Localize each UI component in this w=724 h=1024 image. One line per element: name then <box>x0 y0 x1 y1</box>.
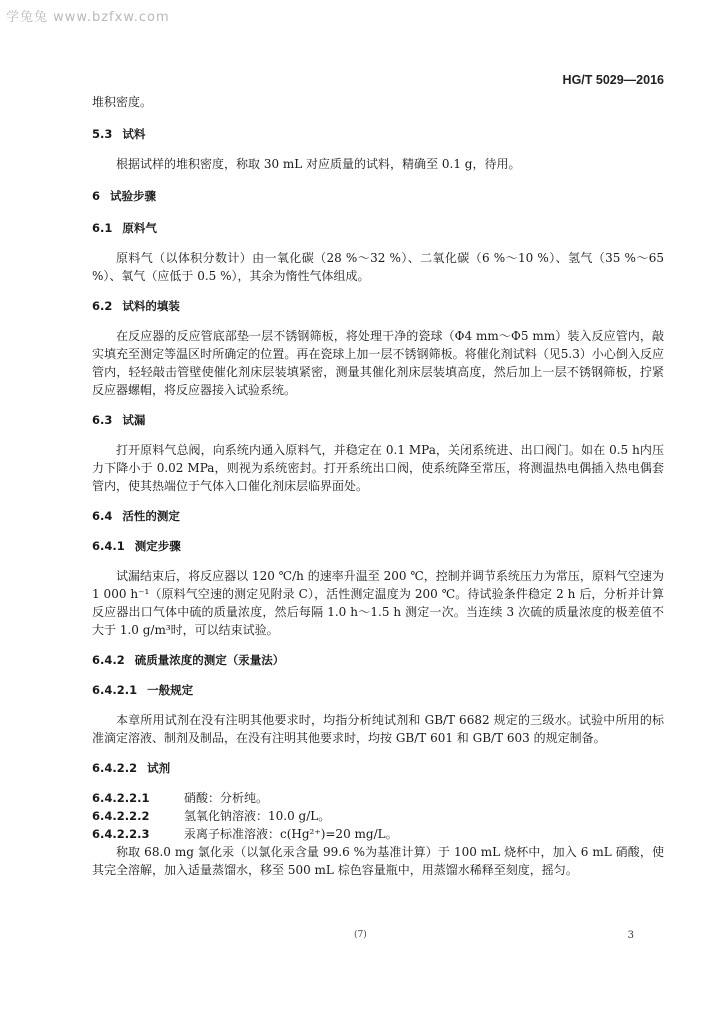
paragraph: 堆积密度。 <box>92 95 153 109</box>
reagent-item <box>92 789 664 807</box>
paragraph: 打开原料气总阀，向系统内通入原料气，并稳定在 0.1 MPa，关闭系统进、出口阀门。如在 0.5 h内压力下降小于 0.02 MPa，则视为系统密封。打开系统出口阀，使系统降至常压，将测温热电偶插入热电偶套管内，使其热端位于气体入口催化剂床层临界面处。 <box>92 443 664 493</box>
reagent-text: 硝酸：分析纯。 <box>184 791 269 805</box>
reagent-item <box>92 807 664 825</box>
section-heading-6-4-2-2: 6.4.2.2 试剂 <box>92 761 171 775</box>
reagent-number: 6.4.2.2.1 <box>92 791 150 805</box>
section-heading-6: 6 试验步骤 <box>92 189 157 203</box>
section-heading-6-4-2: 6.4.2 硫质量浓度的测定（汞量法） <box>92 653 285 667</box>
section-heading-6-1: 6.1 原料气 <box>92 221 157 235</box>
reagent-number: 6.4.2.2.2 <box>92 809 150 823</box>
paragraph: 试漏结束后，将反应器以 120 ℃/h 的速率升温至 200 ℃，控制并调节系统压力为常压，原料气空速为 1 000 h⁻¹（原料气空速的测定见附录 C），活性测定温度为 200 ℃。待试验条件稳定 2 h 后，分析并计算反应器出口气体中硫的质量浓度，然后每隔 1.0 h～1.5 h 测定一次。当连续 3 次硫的质量浓度的极差值不大于 1.0 g/m³时，可以结束试验。 <box>92 569 664 637</box>
section-heading-6-4-2-1: 6.4.2.1 一般规定 <box>92 683 194 697</box>
page-reference: (7) <box>354 930 367 940</box>
reagent-item <box>92 825 664 843</box>
reagent-number: 6.4.2.2.3 <box>92 827 150 841</box>
section-heading-5-3: 5.3 试料 <box>92 127 146 141</box>
section-heading-6-2: 6.2 试料的填装 <box>92 299 180 313</box>
watermark: 学兔兔 www.bzfxw.com <box>6 10 170 25</box>
paragraph: 称取 68.0 mg 氯化汞（以氯化汞含量 99.6 %为基准计算）于 100 mL 烧杯中，加入 6 mL 硝酸，使其完全溶解，加入适量蒸馏水，移至 500 mL 棕色容量瓶中，用蒸馏水稀释至刻度，摇匀。 <box>92 845 664 877</box>
reagent-text: 氢氧化钠溶液：10.0 g/L。 <box>184 809 331 823</box>
section-heading-6-4: 6.4 活性的测定 <box>92 509 180 523</box>
standard-code: HG/T 5029—2016 <box>562 73 664 87</box>
paragraph: 根据试样的堆积密度，称取 30 mL 对应质量的试料，精确至 0.1 g，待用。 <box>116 157 521 171</box>
reagent-text: 汞离子标准溶液：c(Hg²⁺)=20 mg/L。 <box>184 827 398 841</box>
document-body <box>92 93 664 879</box>
section-heading-6-4-1: 6.4.1 测定步骤 <box>92 539 181 553</box>
section-heading-6-3: 6.3 试漏 <box>92 413 146 427</box>
paragraph: 原料气（以体积分数计）由一氧化碳（28 %～32 %）、二氧化碳（6 %～10 %）、氢气（35 %～65 %）、氧气（应低于 0.5 %），其余为惰性气体组成。 <box>92 251 664 283</box>
page-number: 3 <box>627 930 634 941</box>
paragraph: 本章所用试剂在没有注明其他要求时，均指分析纯试剂和 GB/T 6682 规定的三级水。试验中所用的标准滴定溶液、制剂及制品，在没有注明其他要求时，均按 GB/T 601 和 GB/T 603 的规定制备。 <box>92 713 664 745</box>
paragraph: 在反应器的反应管底部垫一层不锈钢筛板，将处理干净的瓷球（Φ4 mm～Φ5 mm）装入反应管内，敲实填充至测定等温区时所确定的位置。再在瓷球上加一层不锈钢筛板。将催化剂试料（见5.3）小心倒入反应管内，轻轻敲击管壁使催化剂床层装填紧密，测量其催化剂床层装填高度，然后加上一层不锈钢筛板，拧紧反应器螺帽，将反应器接入试验系统。 <box>92 329 664 397</box>
